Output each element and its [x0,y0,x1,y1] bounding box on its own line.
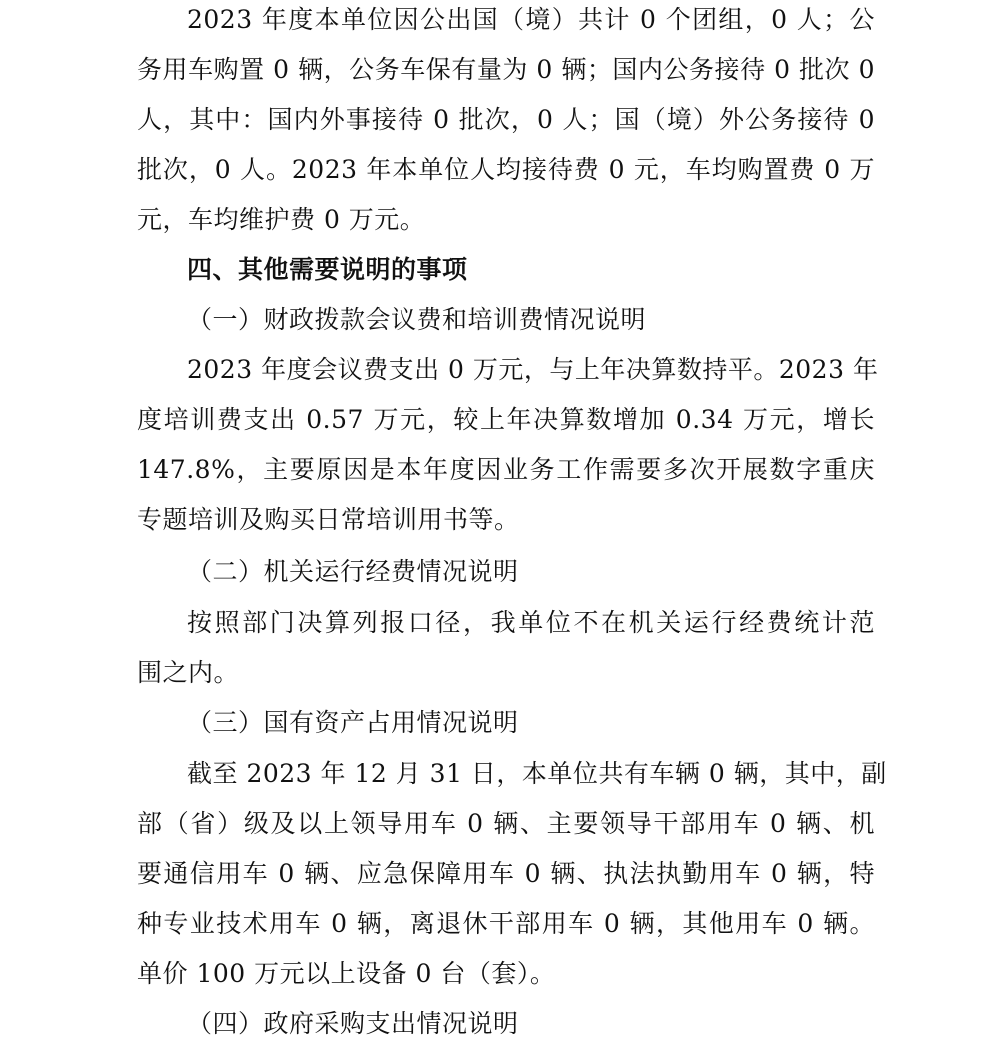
paragraph-line: 人，其中：国内外事接待 0 批次，0 人；国（境）外公务接待 0 [137,105,875,134]
paragraph-line: 截至 2023 年 12 月 31 日，本单位共有车辆 0 辆，其中，副 [187,759,887,788]
paragraph-line: 部（省）级及以上领导用车 0 辆、主要领导干部用车 0 辆、机 [137,809,875,838]
paragraph-line: 单价 100 万元以上设备 0 台（套）。 [137,959,556,988]
paragraph-line: 元，车均维护费 0 万元。 [137,205,426,234]
section-heading: 四、其他需要说明的事项 [187,255,468,284]
paragraph-line: 要通信用车 0 辆、应急保障用车 0 辆、执法执勤用车 0 辆，特 [137,859,875,888]
paragraph-line: 专题培训及购买日常培训用书等。 [137,505,520,534]
paragraph-line: 务用车购置 0 辆，公务车保有量为 0 辆；国内公务接待 0 批次 0 [137,55,875,84]
paragraph-line: 批次，0 人。2023 年本单位人均接待费 0 元，车均购置费 0 万 [137,155,875,184]
subsection-heading: （四）政府采购支出情况说明 [187,1009,519,1038]
paragraph-line: 围之内。 [137,658,240,687]
paragraph-line: 2023 年度会议费支出 0 万元，与上年决算数持平。2023 年 [187,355,879,384]
subsection-heading: （一）财政拨款会议费和培训费情况说明 [187,305,647,334]
subsection-heading: （三）国有资产占用情况说明 [187,708,519,737]
paragraph-line: 种专业技术用车 0 辆，离退休干部用车 0 辆，其他用车 0 辆。 [137,909,875,938]
paragraph-line: 度培训费支出 0.57 万元，较上年决算数增加 0.34 万元，增长 [137,405,875,434]
subsection-heading: （二）机关运行经费情况说明 [187,557,519,586]
paragraph-line: 2023 年度本单位因公出国（境）共计 0 个团组，0 人；公 [187,5,875,34]
paragraph-line: 147.8%，主要原因是本年度因业务工作需要多次开展数字重庆 [137,455,875,484]
paragraph-line: 按照部门决算列报口径，我单位不在机关运行经费统计范 [187,608,875,637]
